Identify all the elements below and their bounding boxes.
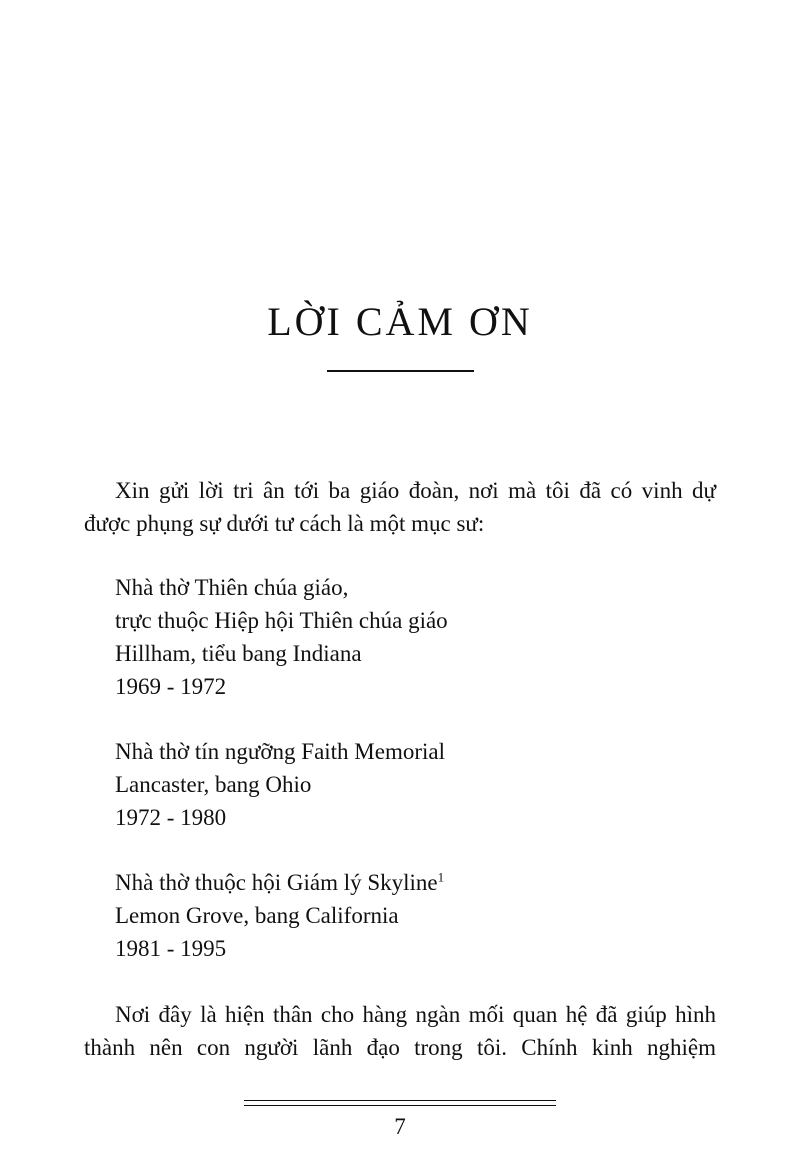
church-1-line-4: 1969 - 1972: [115, 674, 227, 699]
church-3-line-2: Lemon Grove, bang California: [115, 903, 399, 928]
closing-line-1: Nơi đây là hiện thân cho hàng ngàn mối quan hệ đã giúp hình: [115, 1002, 716, 1027]
footer-rule-top: [244, 1100, 556, 1101]
church-2-line-1: Nhà thờ tín ngưỡng Faith Memorial: [115, 739, 446, 764]
church-3-line-3: 1981 - 1995: [115, 936, 227, 961]
church-2-line-3: 1972 - 1980: [115, 805, 227, 830]
footnote-marker: 1: [437, 869, 445, 885]
intro-line-2: được phụng sự dưới tư cách là một mục sư:: [84, 511, 485, 536]
church-entry-3: [115, 866, 444, 965]
church-1-line-2: trực thuộc Hiệp hội Thiên chúa giáo: [115, 608, 448, 633]
closing-line-2: thành nên con người lãnh đạo trong tôi. Chính kinh nghiệm: [84, 1035, 716, 1060]
page-title: LỜI CẢM ƠN: [267, 299, 533, 344]
intro-line-1: Xin gửi lời tri ân tới ba giáo đoàn, nơi mà tôi đã có vinh dự: [115, 478, 716, 503]
church-3-line-1: [115, 866, 444, 899]
page-number: 7: [394, 1114, 406, 1139]
church-entry-2: [115, 735, 445, 834]
church-2-line-2: Lancaster, bang Ohio: [115, 772, 312, 797]
church-entry-1: [115, 571, 448, 703]
closing-paragraph: [84, 998, 716, 1064]
church-1-line-3: Hillham, tiểu bang Indiana: [115, 641, 362, 666]
title-underline: [327, 370, 474, 372]
footer-rule-bottom: [244, 1105, 556, 1106]
church-3-name: Nhà thờ thuộc hội Giám lý Skyline: [115, 870, 438, 895]
intro-paragraph: [84, 474, 716, 540]
church-1-line-1: Nhà thờ Thiên chúa giáo,: [115, 575, 349, 600]
